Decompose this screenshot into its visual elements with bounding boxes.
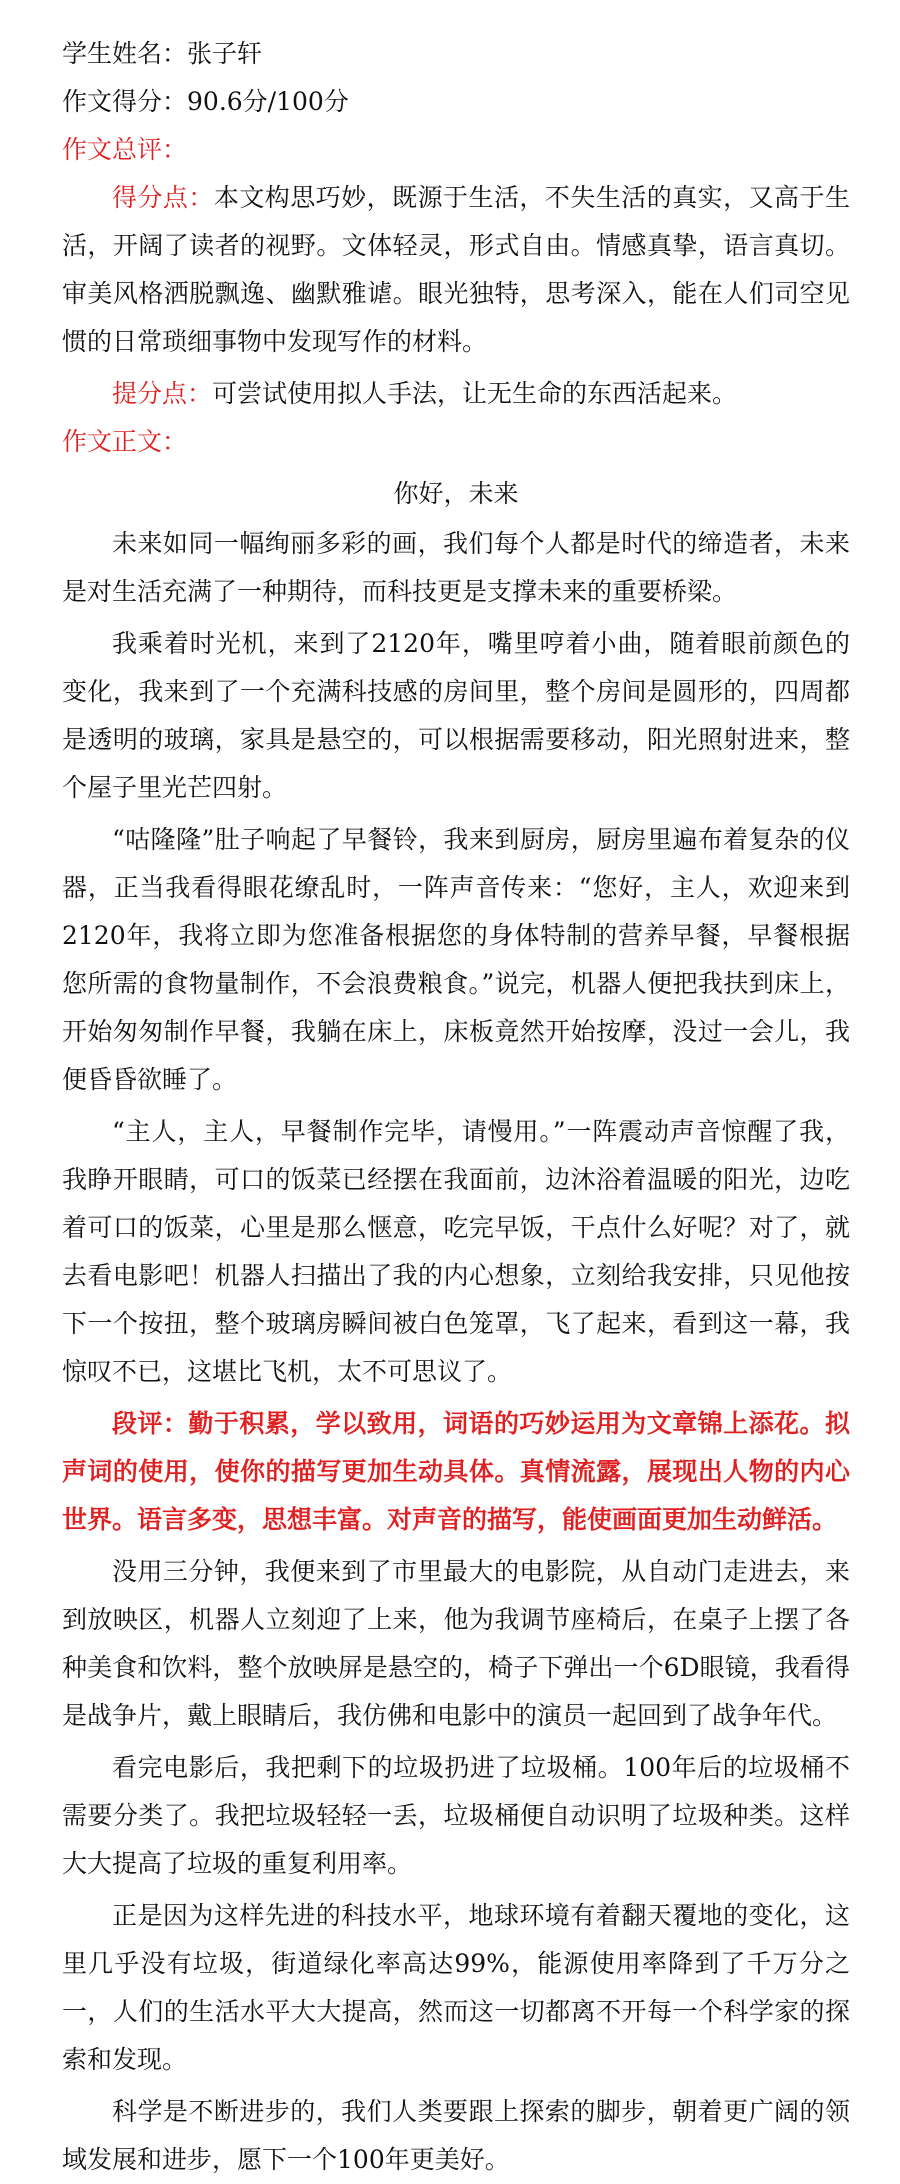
essay-paragraph: 正是因为这样先进的科技水平，地球环境有着翻天覆地的变化，这里几乎没有垃圾，街道绿化率高达99%，能源使用率降到了千万分之一，人们的生活水平大大提高，然而这一切都离不开每一个科学家的探索和发现。 — [62, 1901, 850, 2074]
score-label: 作文得分： — [62, 87, 188, 116]
strengths-label: 得分点： — [112, 183, 214, 212]
essay-paragraph: 看完电影后，我把剩下的垃圾扔进了垃圾桶。100年后的垃圾桶不需要分类了。我把垃圾轻轻一丢，垃圾桶便自动识明了垃圾种类。这样大大提高了垃圾的重复利用率。 — [62, 1753, 850, 1878]
paragraph-comment: 段评：勤于积累，学以致用，词语的巧妙运用为文章锦上添花。拟声词的使用，使你的描写更加生动具体。真情流露，展现出人物的内心世界。语言多变，思想丰富。对声音的描写，能使画面更加生动鲜活。 — [62, 1409, 850, 1534]
score-line — [62, 78, 850, 126]
essay-paragraph: 我乘着时光机，来到了2120年，嘴里哼着小曲，随着眼前颜色的变化，我来到了一个充满科技感的房间里，整个房间是圆形的，四周都是透明的玻璃，家具是悬空的，可以根据需要移动，阳光照射进来，整个屋子里光芒四射。 — [62, 629, 850, 802]
essay-paragraph: “主人，主人，早餐制作完毕，请慢用。”一阵震动声音惊醒了我，我睁开眼睛，可口的饭菜已经摆在我面前，边沐浴着温暖的阳光，边吃着可口的饭菜，心里是那么惬意，吃完早饭，干点什么好呢？对了，就去看电影吧！机器人扫描出了我的内心想象，立刻给我安排，只见他按下一个按扭，整个玻璃房瞬间被白色笼罩，飞了起来，看到这一幕，我惊叹不已，这堪比飞机，太不可思议了。 — [62, 1117, 850, 1386]
essay-paragraph: 科学是不断进步的，我们人类要跟上探索的脚步，朝着更广阔的领域发展和进步，愿下一个100年更美好。 — [62, 2097, 850, 2174]
review-heading: 作文总评： — [62, 135, 188, 164]
essay-paragraph: “咕隆隆”肚子响起了早餐铃，我来到厨房，厨房里遍布着复杂的仪器，正当我看得眼花缭乱时，一阵声音传来：“您好，主人，欢迎来到2120年，我将立即为您准备根据您的身体特制的营养早餐，早餐根据您所需的食物量制作，不会浪费粮食。”说完，机器人便把我扶到床上，开始匆匆制作早餐，我躺在床上，床板竟然开始按摩，没过一会儿，我便昏昏欲睡了。 — [62, 825, 850, 1094]
improve-text: 可尝试使用拟人手法，让无生命的东西活起来。 — [212, 379, 738, 408]
essay-heading: 作文正文： — [62, 427, 188, 456]
essay-paragraph: 没用三分钟，我便来到了市里最大的电影院，从自动门走进去，来到放映区，机器人立刻迎了上来，他为我调节座椅后，在桌子上摆了各种美食和饮料，整个放映屏是悬空的，椅子下弹出一个6D眼镜，我看得是战争片，戴上眼睛后，我仿佛和电影中的演员一起回到了战争年代。 — [62, 1557, 850, 1730]
strengths-text: 本文构思巧妙，既源于生活，不失生活的真实，又高于生活，开阔了读者的视野。文体轻灵，形式自由。情感真挚，语言真切。审美风格洒脱飘逸、幽默雅谑。眼光独特，思考深入，能在人们司空见惯的日常琐细事物中发现写作的材料。 — [62, 183, 850, 356]
student-name-value: 张子轩 — [187, 39, 263, 68]
improve-label: 提分点： — [112, 379, 213, 408]
strengths-paragraph — [62, 174, 850, 366]
score-value: 90.6分/100分 — [187, 87, 349, 116]
student-name-line — [62, 30, 850, 78]
essay-title: 你好，未来 — [393, 479, 519, 508]
document-page — [62, 30, 850, 2184]
essay-paragraph: 未来如同一幅绚丽多彩的画，我们每个人都是时代的缔造者，未来是对生活充满了一种期待，而科技更是支撑未来的重要桥梁。 — [62, 529, 850, 606]
improve-paragraph — [62, 370, 850, 418]
student-name-label: 学生姓名： — [62, 39, 188, 68]
